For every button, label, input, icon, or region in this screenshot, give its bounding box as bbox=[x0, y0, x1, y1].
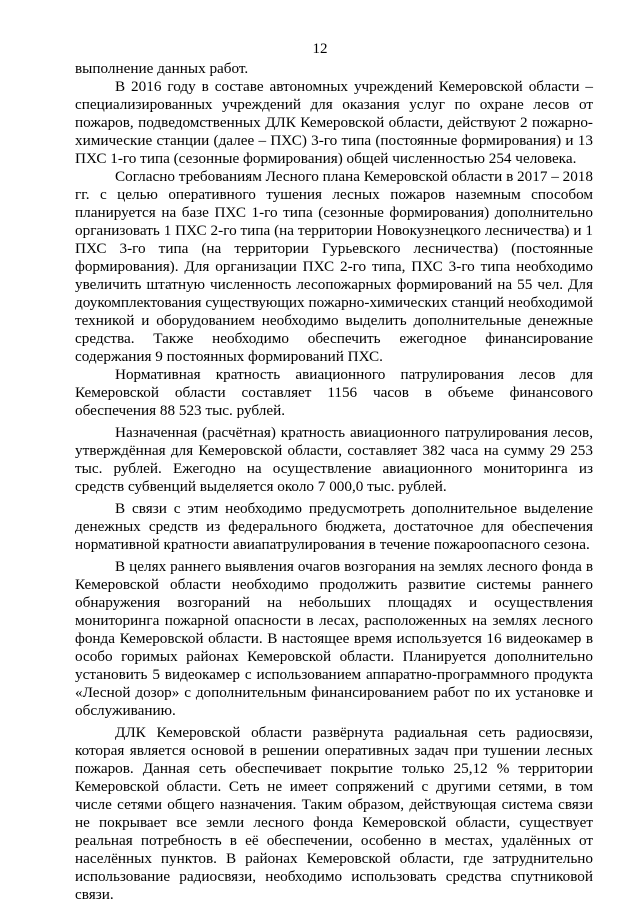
paragraph-early-detection: В целях раннего выявления очагов возгорания на землях лесного фонда в Кемеровской области необходимо продолжить развитие системы раннего обнаружения возгораний на небольших площадях и осуществления мониторинга пожарной опасности в лесах, расположенных на землях лесного фонда Кемеровской области. В настоящее время используется 16 видеокамер в особо горимых районах Кемеровской области. Планируется дополнительно установить 5 видеокамер с использованием аппаратно-программного продукта «Лесной дозор» с дополнительным финансированием работ по их установке и обслуживанию. bbox=[75, 558, 593, 719]
paragraph-radio-network: ДЛК Кемеровской области развёрнута радиальная сеть радиосвязи, которая является основой в решении оперативных задач при тушении лесных пожаров. Данная сеть обеспечивает покрытие только 25,12 % территории Кемеровской области. Сеть не имеет сопряжений с другими сетями, в том числе сетями общего назначения. Таким образом, действующая система связи не покрывает все земли лесного фонда Кемеровской области, существует реальная потребность в её обеспечении, особенно в местах, удалённых от населённых пунктов. В районах Кемеровской области, где затруднительно использование радиосвязи, необходимо использовать средства спутниковой связи. bbox=[75, 724, 593, 903]
paragraph-normative-patrol: Нормативная кратность авиационного патрулирования лесов для Кемеровской области составляет 1156 часов в объеме финансового обеспечения 88 523 тыс. рублей. bbox=[75, 366, 593, 419]
paragraph-federal-funding: В связи с этим необходимо предусмотреть дополнительное выделение денежных средств из федерального бюджета, достаточное для обеспечения нормативной кратности авиапатрулирования в течение пожароопасного сезона. bbox=[75, 500, 593, 553]
page-number: 12 bbox=[312, 41, 328, 57]
paragraph-continuation: выполнение данных работ. bbox=[75, 60, 249, 77]
paragraph-assigned-patrol: Назначенная (расчётная) кратность авиационного патрулирования лесов, утверждённая для Кемеровской области, составляет 382 часа на сумму 29 253 тыс. рублей. Ежегодно на осуществление авиационного мониторинга из средств субвенций выделяется около 7 000,0 тыс. рублей. bbox=[75, 424, 593, 495]
document-body bbox=[75, 60, 593, 904]
paragraph-forest-plan: Согласно требованиям Лесного плана Кемеровской области в 2017 – 2018 гг. с целью оперативного тушения лесных пожаров наземным способом планируется на базе ПХС 1-го типа (сезонные формирования) дополнительно организовать 1 ПХС 2-го типа (на территории Новокузнецкого лесничества) и 1 ПХС 3-го типа (на территории Гурьевского лесничества) (постоянные формирования). Для организации ПХС 2-го типа, ПХС 3-го типа необходимо увеличить штатную численность лесопожарных формирований на 55 чел. Для доукомплектования существующих пожарно-химических станций необходимой техникой и оборудованием необходимо выделить дополнительные денежные средства. Также необходимо обеспечить ежегодное финансирование содержания 9 постоянных формирований ПХС. bbox=[75, 168, 593, 365]
paragraph-pkhs-composition: В 2016 году в составе автономных учреждений Кемеровской области – специализированных учреждений для оказания услуг по охране лесов от пожаров, подведомственных ДЛК Кемеровской области, действуют 2 пожарно-химические станции (далее – ПХС) 3-го типа (постоянные формирования) и 13 ПХС 1-го типа (сезонные формирования) общей численностью 254 человека. bbox=[75, 78, 593, 167]
